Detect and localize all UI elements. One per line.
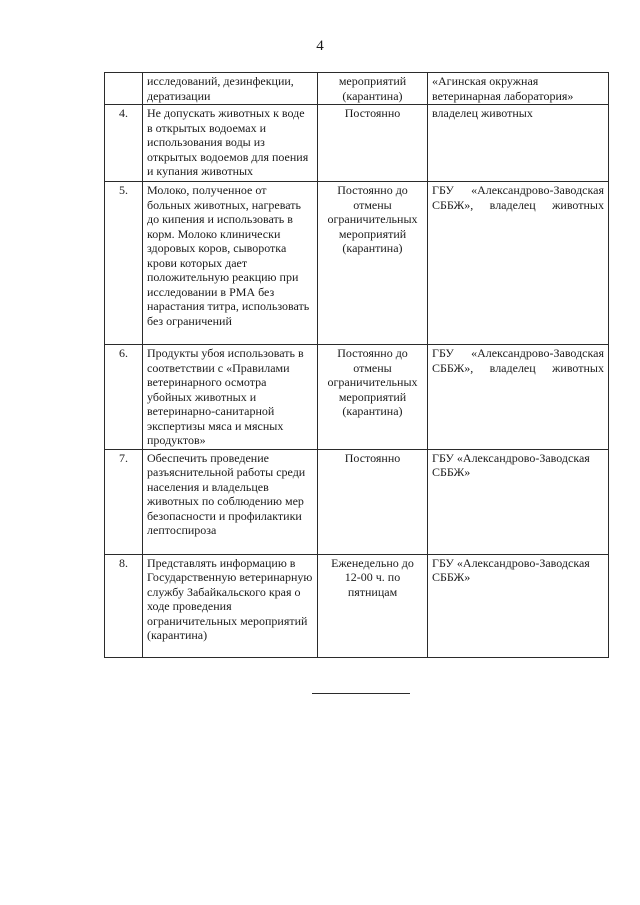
table-row [105,105,609,182]
term-text: Постоянно до отмены ограничительных мероприятий (карантина) [318,345,428,450]
responsible-text: ГБУ «Александрово-Заводская СББЖ» [428,554,609,657]
table-row [105,182,609,345]
closing-divider-line [312,693,410,694]
row-number: 6. [105,345,143,450]
term-text: Еженедельно до 12-00 ч. по пятницам [318,554,428,657]
row-number: 4. [105,105,143,182]
measure-text: Представлять информацию в Государственную ветеринарную службу Забайкальского края о ходе проведения ограничительных мероприятий (карантина) [143,554,318,657]
measure-text: Не допускать животных к воде в открытых водоемах и использования воды из открытых водоемов для поения и купания животных [143,105,318,182]
term-text: Постоянно [318,449,428,554]
measure-text: Продукты убоя использовать в соответствии с «Правилами ветеринарного осмотра убойных животных и ветеринарно-санитарной экспертизы мяса и мясных продуктов» [143,345,318,450]
term-text: Постоянно [318,105,428,182]
measure-text: Обеспечить проведение разъяснительной работы среди населения и владельцев животных по соблюдению мер безопасности и профилактики лептоспироза [143,449,318,554]
term-text: мероприятий (карантина) [318,73,428,105]
table-row [105,73,609,105]
table-row [105,554,609,657]
measures-table [104,72,609,658]
row-number: 5. [105,182,143,345]
row-number: 7. [105,449,143,554]
page-number: 4 [316,38,324,54]
table-row [105,449,609,554]
measure-text: Молоко, полученное от больных животных, нагревать до кипения и использовать в корм. Молоко клинически здоровых коров, сыворотка крови которых дает положительную реакцию при исследовании в РМА без нарастания титра, использовать без ограничений [143,182,318,345]
row-number [105,73,143,105]
table-row [105,345,609,450]
responsible-text: «Агинская окружная ветеринарная лаборатория» [428,73,609,105]
responsible-text: ГБУ «Александрово-Заводская СББЖ» [428,449,609,554]
measure-text: исследований, дезинфекции, дератизации [143,73,318,105]
responsible-text: ГБУ «Александрово-Заводская СББЖ», владелец животных [428,182,609,345]
row-number: 8. [105,554,143,657]
responsible-text: владелец животных [428,105,609,182]
term-text: Постоянно до отмены ограничительных мероприятий (карантина) [318,182,428,345]
responsible-text: ГБУ «Александрово-Заводская СББЖ», владелец животных [428,345,609,450]
